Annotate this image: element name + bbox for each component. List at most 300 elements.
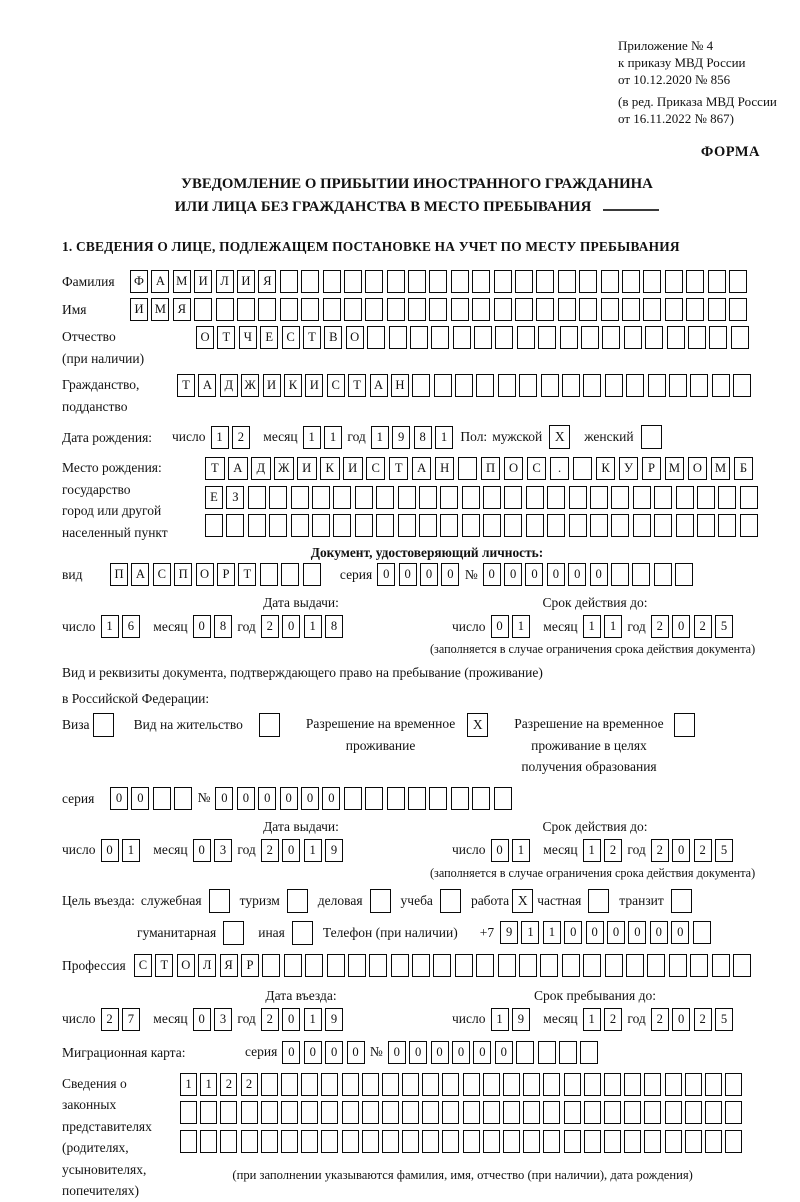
- char-cell[interactable]: [382, 1073, 399, 1096]
- char-cell[interactable]: [412, 374, 430, 397]
- char-cell[interactable]: 0: [590, 563, 608, 586]
- char-cell[interactable]: [321, 1130, 338, 1153]
- char-cell[interactable]: Л: [198, 954, 216, 977]
- char-cell[interactable]: [365, 270, 383, 293]
- char-cell[interactable]: [504, 486, 522, 509]
- char-cell[interactable]: 1: [304, 1008, 322, 1031]
- char-cell[interactable]: [654, 486, 672, 509]
- char-cell[interactable]: [362, 1130, 379, 1153]
- char-cell[interactable]: О: [688, 457, 708, 480]
- char-cell[interactable]: [284, 954, 302, 977]
- char-cell[interactable]: [731, 326, 749, 349]
- char-cell[interactable]: Т: [205, 457, 225, 480]
- char-cell[interactable]: [584, 1101, 601, 1124]
- char-cell[interactable]: [408, 787, 426, 810]
- char-cell[interactable]: 1: [583, 615, 601, 638]
- char-cell[interactable]: 2: [694, 615, 712, 638]
- char-cell[interactable]: [690, 374, 708, 397]
- char-cell[interactable]: 1: [604, 615, 622, 638]
- char-cell[interactable]: А: [228, 457, 248, 480]
- char-cell[interactable]: [560, 326, 578, 349]
- char-cell[interactable]: [538, 1041, 556, 1064]
- char-cell[interactable]: П: [174, 563, 192, 586]
- char-cell[interactable]: 5: [715, 1008, 733, 1031]
- char-cell[interactable]: 8: [325, 615, 343, 638]
- char-cell[interactable]: 0: [672, 615, 690, 638]
- char-cell[interactable]: [442, 1073, 459, 1096]
- char-cell[interactable]: .: [550, 457, 570, 480]
- char-cell[interactable]: [248, 514, 266, 537]
- char-cell[interactable]: [291, 514, 309, 537]
- char-cell[interactable]: [333, 514, 351, 537]
- char-cell[interactable]: [483, 486, 501, 509]
- char-cell[interactable]: [261, 1130, 278, 1153]
- char-cell[interactable]: [718, 514, 736, 537]
- char-cell[interactable]: [523, 1101, 540, 1124]
- char-cell[interactable]: [729, 270, 747, 293]
- char-cell[interactable]: [241, 1101, 258, 1124]
- char-cell[interactable]: [705, 1101, 722, 1124]
- char-cell[interactable]: [194, 298, 212, 321]
- char-cell[interactable]: [580, 1041, 598, 1064]
- char-cell[interactable]: И: [305, 374, 323, 397]
- char-cell[interactable]: П: [481, 457, 501, 480]
- char-cell[interactable]: [644, 1073, 661, 1096]
- char-cell[interactable]: Т: [177, 374, 195, 397]
- char-cell[interactable]: [344, 298, 362, 321]
- char-cell[interactable]: [665, 1073, 682, 1096]
- char-cell[interactable]: 0: [282, 839, 300, 862]
- char-cell[interactable]: М: [151, 298, 169, 321]
- char-cell[interactable]: П: [110, 563, 128, 586]
- char-cell[interactable]: [495, 326, 513, 349]
- char-cell[interactable]: 0: [672, 1008, 690, 1031]
- char-cell[interactable]: 9: [500, 921, 518, 944]
- char-cell[interactable]: 0: [347, 1041, 365, 1064]
- char-cell[interactable]: [705, 1073, 722, 1096]
- char-cell[interactable]: [665, 298, 683, 321]
- char-cell[interactable]: [611, 563, 629, 586]
- char-cell[interactable]: 1: [512, 615, 530, 638]
- char-cell[interactable]: 0: [650, 921, 668, 944]
- char-cell[interactable]: [422, 1101, 439, 1124]
- char-cell[interactable]: [342, 1073, 359, 1096]
- char-cell[interactable]: [180, 1101, 197, 1124]
- char-cell[interactable]: [261, 1101, 278, 1124]
- char-cell[interactable]: 0: [193, 1008, 211, 1031]
- char-cell[interactable]: [442, 1101, 459, 1124]
- char-cell[interactable]: [472, 298, 490, 321]
- char-cell[interactable]: [205, 514, 223, 537]
- char-cell[interactable]: [676, 514, 694, 537]
- char-cell[interactable]: [569, 514, 587, 537]
- char-cell[interactable]: [431, 326, 449, 349]
- char-cell[interactable]: [200, 1101, 217, 1124]
- char-cell[interactable]: [248, 486, 266, 509]
- char-cell[interactable]: И: [237, 270, 255, 293]
- char-cell[interactable]: [281, 1130, 298, 1153]
- char-cell[interactable]: [476, 374, 494, 397]
- char-cell[interactable]: [419, 486, 437, 509]
- char-cell[interactable]: [344, 787, 362, 810]
- char-cell[interactable]: Б: [734, 457, 754, 480]
- char-cell[interactable]: [708, 270, 726, 293]
- char-cell[interactable]: [312, 514, 330, 537]
- temp-permit-checkbox[interactable]: X: [467, 713, 488, 737]
- char-cell[interactable]: А: [151, 270, 169, 293]
- char-cell[interactable]: И: [130, 298, 148, 321]
- char-cell[interactable]: Е: [260, 326, 278, 349]
- char-cell[interactable]: [301, 298, 319, 321]
- char-cell[interactable]: [667, 326, 685, 349]
- char-cell[interactable]: 1: [583, 1008, 601, 1031]
- char-cell[interactable]: [440, 514, 458, 537]
- char-cell[interactable]: 0: [547, 563, 565, 586]
- char-cell[interactable]: [632, 563, 650, 586]
- char-cell[interactable]: 9: [325, 839, 343, 862]
- char-cell[interactable]: [342, 1101, 359, 1124]
- char-cell[interactable]: [685, 1073, 702, 1096]
- char-cell[interactable]: А: [198, 374, 216, 397]
- char-cell[interactable]: [697, 486, 715, 509]
- char-cell[interactable]: [280, 298, 298, 321]
- char-cell[interactable]: [422, 1130, 439, 1153]
- char-cell[interactable]: [301, 1073, 318, 1096]
- char-cell[interactable]: Р: [642, 457, 662, 480]
- char-cell[interactable]: И: [263, 374, 281, 397]
- char-cell[interactable]: 8: [214, 615, 232, 638]
- char-cell[interactable]: С: [153, 563, 171, 586]
- char-cell[interactable]: А: [412, 457, 432, 480]
- char-cell[interactable]: [558, 270, 576, 293]
- char-cell[interactable]: [626, 374, 644, 397]
- char-cell[interactable]: 0: [483, 563, 501, 586]
- char-cell[interactable]: [643, 270, 661, 293]
- char-cell[interactable]: [740, 486, 758, 509]
- char-cell[interactable]: [611, 486, 629, 509]
- char-cell[interactable]: [463, 1101, 480, 1124]
- char-cell[interactable]: Т: [303, 326, 321, 349]
- char-cell[interactable]: [389, 326, 407, 349]
- char-cell[interactable]: [543, 1130, 560, 1153]
- char-cell[interactable]: [362, 1101, 379, 1124]
- char-cell[interactable]: [305, 954, 323, 977]
- char-cell[interactable]: [624, 1101, 641, 1124]
- char-cell[interactable]: [626, 954, 644, 977]
- char-cell[interactable]: 1: [304, 615, 322, 638]
- char-cell[interactable]: Т: [348, 374, 366, 397]
- char-cell[interactable]: [451, 298, 469, 321]
- char-cell[interactable]: [669, 374, 687, 397]
- char-cell[interactable]: 0: [215, 787, 233, 810]
- char-cell[interactable]: М: [665, 457, 685, 480]
- purpose-ucheba-checkbox[interactable]: [440, 889, 461, 913]
- char-cell[interactable]: [624, 1130, 641, 1153]
- sex-female-checkbox[interactable]: [641, 425, 662, 449]
- char-cell[interactable]: З: [226, 486, 244, 509]
- char-cell[interactable]: [573, 457, 593, 480]
- char-cell[interactable]: [604, 1101, 621, 1124]
- char-cell[interactable]: [355, 486, 373, 509]
- char-cell[interactable]: 1: [324, 426, 342, 449]
- char-cell[interactable]: 2: [694, 839, 712, 862]
- char-cell[interactable]: 0: [101, 839, 119, 862]
- char-cell[interactable]: 5: [715, 839, 733, 862]
- char-cell[interactable]: 1: [521, 921, 539, 944]
- char-cell[interactable]: [387, 270, 405, 293]
- char-cell[interactable]: [685, 1130, 702, 1153]
- char-cell[interactable]: [462, 486, 480, 509]
- char-cell[interactable]: [323, 270, 341, 293]
- char-cell[interactable]: [569, 486, 587, 509]
- char-cell[interactable]: 0: [409, 1041, 427, 1064]
- char-cell[interactable]: [303, 563, 321, 586]
- char-cell[interactable]: [543, 1101, 560, 1124]
- char-cell[interactable]: [579, 270, 597, 293]
- char-cell[interactable]: [648, 374, 666, 397]
- char-cell[interactable]: [712, 374, 730, 397]
- char-cell[interactable]: [564, 1073, 581, 1096]
- char-cell[interactable]: [686, 298, 704, 321]
- char-cell[interactable]: [523, 1073, 540, 1096]
- char-cell[interactable]: 2: [101, 1008, 119, 1031]
- char-cell[interactable]: [237, 298, 255, 321]
- char-cell[interactable]: [291, 486, 309, 509]
- char-cell[interactable]: [269, 486, 287, 509]
- char-cell[interactable]: 0: [388, 1041, 406, 1064]
- char-cell[interactable]: [472, 787, 490, 810]
- char-cell[interactable]: [462, 514, 480, 537]
- char-cell[interactable]: [622, 298, 640, 321]
- char-cell[interactable]: [515, 298, 533, 321]
- char-cell[interactable]: [365, 787, 383, 810]
- char-cell[interactable]: [355, 514, 373, 537]
- char-cell[interactable]: [312, 486, 330, 509]
- char-cell[interactable]: [643, 298, 661, 321]
- char-cell[interactable]: [391, 954, 409, 977]
- char-cell[interactable]: 2: [232, 426, 250, 449]
- char-cell[interactable]: [226, 514, 244, 537]
- char-cell[interactable]: [342, 1130, 359, 1153]
- char-cell[interactable]: [463, 1073, 480, 1096]
- char-cell[interactable]: [559, 1041, 577, 1064]
- char-cell[interactable]: [601, 298, 619, 321]
- char-cell[interactable]: К: [596, 457, 616, 480]
- char-cell[interactable]: 0: [504, 563, 522, 586]
- char-cell[interactable]: [220, 1101, 237, 1124]
- char-cell[interactable]: 5: [715, 615, 733, 638]
- char-cell[interactable]: 0: [491, 839, 509, 862]
- char-cell[interactable]: 1: [304, 839, 322, 862]
- char-cell[interactable]: 1: [371, 426, 389, 449]
- char-cell[interactable]: [429, 298, 447, 321]
- char-cell[interactable]: [665, 1130, 682, 1153]
- edu-permit-checkbox[interactable]: [674, 713, 695, 737]
- char-cell[interactable]: 0: [431, 1041, 449, 1064]
- char-cell[interactable]: 2: [651, 839, 669, 862]
- char-cell[interactable]: [633, 514, 651, 537]
- char-cell[interactable]: [220, 1130, 237, 1153]
- char-cell[interactable]: [526, 486, 544, 509]
- char-cell[interactable]: [624, 1073, 641, 1096]
- purpose-inaya-checkbox[interactable]: [292, 921, 313, 945]
- char-cell[interactable]: [494, 270, 512, 293]
- char-cell[interactable]: 6: [122, 615, 140, 638]
- char-cell[interactable]: 0: [258, 787, 276, 810]
- char-cell[interactable]: [174, 787, 192, 810]
- char-cell[interactable]: 2: [241, 1073, 258, 1096]
- char-cell[interactable]: [693, 921, 711, 944]
- char-cell[interactable]: 2: [651, 1008, 669, 1031]
- char-cell[interactable]: [519, 374, 537, 397]
- char-cell[interactable]: [540, 954, 558, 977]
- char-cell[interactable]: 1: [211, 426, 229, 449]
- char-cell[interactable]: [321, 1073, 338, 1096]
- char-cell[interactable]: [260, 563, 278, 586]
- char-cell[interactable]: [458, 457, 478, 480]
- char-cell[interactable]: [543, 1073, 560, 1096]
- char-cell[interactable]: Ч: [239, 326, 257, 349]
- purpose-sluzhebnaya-checkbox[interactable]: [209, 889, 230, 913]
- char-cell[interactable]: [676, 486, 694, 509]
- char-cell[interactable]: [536, 298, 554, 321]
- char-cell[interactable]: [503, 1101, 520, 1124]
- char-cell[interactable]: 0: [237, 787, 255, 810]
- char-cell[interactable]: Н: [435, 457, 455, 480]
- char-cell[interactable]: [669, 954, 687, 977]
- char-cell[interactable]: О: [346, 326, 364, 349]
- char-cell[interactable]: 1: [491, 1008, 509, 1031]
- char-cell[interactable]: [708, 298, 726, 321]
- char-cell[interactable]: 3: [214, 1008, 232, 1031]
- char-cell[interactable]: Е: [205, 486, 223, 509]
- char-cell[interactable]: Я: [220, 954, 238, 977]
- purpose-tranzit-checkbox[interactable]: [671, 889, 692, 913]
- char-cell[interactable]: [611, 514, 629, 537]
- char-cell[interactable]: [382, 1101, 399, 1124]
- purpose-turizm-checkbox[interactable]: [287, 889, 308, 913]
- char-cell[interactable]: 1: [101, 615, 119, 638]
- char-cell[interactable]: Т: [389, 457, 409, 480]
- char-cell[interactable]: [686, 270, 704, 293]
- char-cell[interactable]: [387, 298, 405, 321]
- char-cell[interactable]: [622, 270, 640, 293]
- char-cell[interactable]: [503, 1130, 520, 1153]
- char-cell[interactable]: О: [504, 457, 524, 480]
- char-cell[interactable]: 9: [512, 1008, 530, 1031]
- char-cell[interactable]: 0: [473, 1041, 491, 1064]
- char-cell[interactable]: [442, 1130, 459, 1153]
- char-cell[interactable]: [579, 298, 597, 321]
- char-cell[interactable]: [402, 1130, 419, 1153]
- char-cell[interactable]: [647, 954, 665, 977]
- char-cell[interactable]: Д: [220, 374, 238, 397]
- char-cell[interactable]: [463, 1130, 480, 1153]
- char-cell[interactable]: 0: [564, 921, 582, 944]
- char-cell[interactable]: Т: [238, 563, 256, 586]
- char-cell[interactable]: [301, 270, 319, 293]
- char-cell[interactable]: М: [173, 270, 191, 293]
- char-cell[interactable]: [483, 1130, 500, 1153]
- char-cell[interactable]: 0: [525, 563, 543, 586]
- char-cell[interactable]: 1: [583, 839, 601, 862]
- char-cell[interactable]: [602, 326, 620, 349]
- char-cell[interactable]: 9: [325, 1008, 343, 1031]
- char-cell[interactable]: [604, 1130, 621, 1153]
- char-cell[interactable]: [654, 563, 672, 586]
- char-cell[interactable]: 0: [131, 787, 149, 810]
- char-cell[interactable]: С: [327, 374, 345, 397]
- char-cell[interactable]: [665, 270, 683, 293]
- visa-checkbox[interactable]: [93, 713, 114, 737]
- char-cell[interactable]: [472, 270, 490, 293]
- char-cell[interactable]: 0: [282, 1008, 300, 1031]
- char-cell[interactable]: 0: [607, 921, 625, 944]
- char-cell[interactable]: [429, 270, 447, 293]
- char-cell[interactable]: 1: [200, 1073, 217, 1096]
- char-cell[interactable]: 0: [671, 921, 689, 944]
- char-cell[interactable]: [429, 787, 447, 810]
- char-cell[interactable]: [369, 954, 387, 977]
- char-cell[interactable]: Ж: [241, 374, 259, 397]
- char-cell[interactable]: [516, 1041, 534, 1064]
- purpose-gumanitarnaya-checkbox[interactable]: [223, 921, 244, 945]
- char-cell[interactable]: [321, 1101, 338, 1124]
- char-cell[interactable]: [398, 486, 416, 509]
- char-cell[interactable]: [280, 270, 298, 293]
- char-cell[interactable]: 2: [261, 615, 279, 638]
- char-cell[interactable]: [402, 1073, 419, 1096]
- char-cell[interactable]: И: [297, 457, 317, 480]
- char-cell[interactable]: 0: [193, 839, 211, 862]
- char-cell[interactable]: [517, 326, 535, 349]
- char-cell[interactable]: 1: [122, 839, 140, 862]
- char-cell[interactable]: 0: [586, 921, 604, 944]
- char-cell[interactable]: [281, 1073, 298, 1096]
- char-cell[interactable]: 0: [628, 921, 646, 944]
- char-cell[interactable]: [281, 563, 299, 586]
- char-cell[interactable]: 2: [261, 839, 279, 862]
- char-cell[interactable]: [281, 1101, 298, 1124]
- char-cell[interactable]: [503, 1073, 520, 1096]
- char-cell[interactable]: [665, 1101, 682, 1124]
- char-cell[interactable]: [412, 954, 430, 977]
- char-cell[interactable]: [387, 787, 405, 810]
- char-cell[interactable]: [451, 270, 469, 293]
- char-cell[interactable]: 2: [604, 1008, 622, 1031]
- char-cell[interactable]: 0: [441, 563, 459, 586]
- char-cell[interactable]: 1: [435, 426, 453, 449]
- char-cell[interactable]: [433, 954, 451, 977]
- char-cell[interactable]: [633, 486, 651, 509]
- char-cell[interactable]: 2: [694, 1008, 712, 1031]
- char-cell[interactable]: О: [196, 326, 214, 349]
- char-cell[interactable]: [301, 1101, 318, 1124]
- char-cell[interactable]: Д: [251, 457, 271, 480]
- char-cell[interactable]: [408, 298, 426, 321]
- char-cell[interactable]: [536, 270, 554, 293]
- char-cell[interactable]: Р: [241, 954, 259, 977]
- char-cell[interactable]: 0: [491, 615, 509, 638]
- char-cell[interactable]: 0: [110, 787, 128, 810]
- char-cell[interactable]: [562, 954, 580, 977]
- purpose-chastnaya-checkbox[interactable]: [588, 889, 609, 913]
- char-cell[interactable]: [601, 270, 619, 293]
- char-cell[interactable]: [685, 1101, 702, 1124]
- char-cell[interactable]: Я: [258, 270, 276, 293]
- char-cell[interactable]: 0: [301, 787, 319, 810]
- char-cell[interactable]: 7: [122, 1008, 140, 1031]
